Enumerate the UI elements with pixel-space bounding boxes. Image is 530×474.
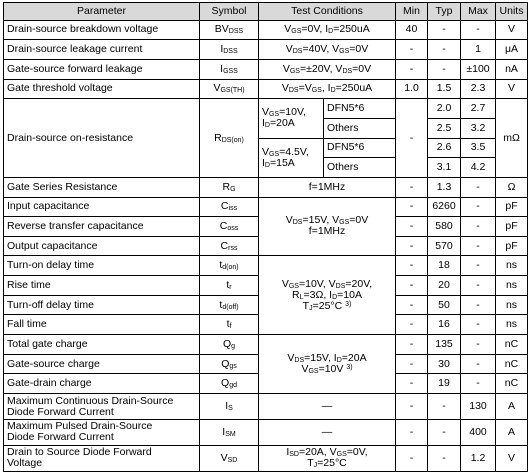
- param-cell: Turn-on delay time: [4, 256, 200, 276]
- symbol-cell: $BV_{DSS}$: [200, 20, 259, 40]
- header-typ: Typ: [428, 3, 461, 21]
- condition-cell: $V_{GS}=10V$, $V_{DS}=20V$, $R_L=3\Omega$, $I_D=10A$ $T_J=25^\circ C$ $^{3)}$: [259, 256, 396, 335]
- typ-cell: 1.5: [428, 79, 461, 99]
- condition-cell: $V_{GS}=4.5V$, $I_D=15A$: [259, 138, 324, 177]
- symbol-cell: $I_{DSS}$: [200, 40, 259, 60]
- condition-cell: $V_{GS}=\pm 20V$, $V_{DS}=0V$: [259, 59, 396, 79]
- symbol-cell: $Q_{gd}$: [200, 374, 259, 394]
- min-cell: -: [396, 40, 428, 60]
- condition-cell: $V_{DS}=V_{GS}$, $I_D=250uA$: [259, 79, 396, 99]
- max-cell: 3.2: [461, 118, 496, 138]
- typ-cell: -: [428, 445, 461, 471]
- param-cell: Fall time: [4, 315, 200, 335]
- param-cell: Maximum Pulsed Drain-Source Diode Forward Current: [4, 419, 200, 445]
- unit-cell: V: [496, 20, 528, 40]
- header-min: Min: [396, 3, 428, 21]
- max-cell: -: [461, 217, 496, 237]
- header-units: Units: [496, 3, 528, 21]
- unit-cell: A: [496, 419, 528, 445]
- symbol-cell: $t_{d(off)}$: [200, 295, 259, 315]
- condition-cell: f=1MHz: [259, 177, 396, 197]
- param-cell: Drain to Source Diode Forward Voltage: [4, 445, 200, 471]
- min-cell: -: [396, 177, 428, 197]
- min-cell: -: [396, 276, 428, 296]
- max-cell: 1: [461, 40, 496, 60]
- header-max: Max: [461, 3, 496, 21]
- typ-cell: 19: [428, 374, 461, 394]
- max-cell: -: [461, 315, 496, 335]
- unit-cell: V: [496, 445, 528, 471]
- unit-cell: ns: [496, 256, 528, 276]
- symbol-cell: $Q_g$: [200, 335, 259, 355]
- unit-cell: nC: [496, 354, 528, 374]
- max-cell: -: [461, 354, 496, 374]
- unit-cell: A: [496, 394, 528, 420]
- min-cell: 1.0: [396, 79, 428, 99]
- symbol-cell: $C_{rss}$: [200, 236, 259, 256]
- unit-cell: ns: [496, 276, 528, 296]
- condition-cell: —: [259, 419, 396, 445]
- min-cell: -: [396, 295, 428, 315]
- header-symbol: Symbol: [200, 3, 259, 21]
- condition-cell: $V_{GS}=0V$, $I_D=250uA$: [259, 20, 396, 40]
- param-cell: Drain-source on-resistance: [4, 99, 200, 178]
- symbol-cell: $R_G$: [200, 177, 259, 197]
- typ-cell: 3.1: [428, 158, 461, 178]
- max-cell: -: [461, 256, 496, 276]
- max-cell: -: [461, 295, 496, 315]
- max-cell: -: [461, 335, 496, 355]
- header-test-conditions: Test Conditions: [259, 3, 396, 21]
- typ-cell: 580: [428, 217, 461, 237]
- typ-cell: -: [428, 394, 461, 420]
- max-cell: 130: [461, 394, 496, 420]
- package-cell: DFN5*6: [324, 99, 396, 119]
- typ-cell: 2.0: [428, 99, 461, 119]
- max-cell: 1.2: [461, 445, 496, 471]
- min-cell: -: [396, 315, 428, 335]
- symbol-cell: $Q_{gs}$: [200, 354, 259, 374]
- min-cell: -: [396, 374, 428, 394]
- max-cell: -: [461, 236, 496, 256]
- min-cell: -: [396, 197, 428, 217]
- param-cell: Maximum Continuous Drain-Source Diode Forward Current: [4, 394, 200, 420]
- max-cell: 2.3: [461, 79, 496, 99]
- typ-cell: 6260: [428, 197, 461, 217]
- typ-cell: 135: [428, 335, 461, 355]
- header-row: [4, 3, 528, 21]
- unit-cell: pF: [496, 197, 528, 217]
- param-cell: Gate-source forward leakage: [4, 59, 200, 79]
- row-vsd: [4, 445, 528, 471]
- typ-cell: 1.3: [428, 177, 461, 197]
- typ-cell: 570: [428, 236, 461, 256]
- max-cell: -: [461, 276, 496, 296]
- param-cell: Gate threshold voltage: [4, 79, 200, 99]
- condition-cell: $V_{GS}=10V$, $I_D=20A$: [259, 99, 324, 138]
- package-cell: DFN5*6: [324, 138, 396, 158]
- row-idss: [4, 40, 528, 60]
- min-cell: -: [396, 354, 428, 374]
- symbol-cell: $I_{SM}$: [200, 419, 259, 445]
- symbol-cell: $V_{GS(TH)}$: [200, 79, 259, 99]
- typ-cell: 18: [428, 256, 461, 276]
- row-bvdss: [4, 20, 528, 40]
- min-cell: 40: [396, 20, 428, 40]
- symbol-cell: $R_{DS(on)}$: [200, 99, 259, 178]
- symbol-cell: $C_{oss}$: [200, 217, 259, 237]
- condition-cell: $V_{DS}=15V$, $I_D=20A$ $V_{GS}=10V$ $^{3)}$: [259, 335, 396, 394]
- condition-cell: $V_{DS}=40V$, $V_{GS}=0V$: [259, 40, 396, 60]
- unit-cell: ns: [496, 295, 528, 315]
- min-cell: -: [396, 335, 428, 355]
- row-ism: [4, 419, 528, 445]
- max-cell: -: [461, 20, 496, 40]
- min-cell: -: [396, 59, 428, 79]
- typ-cell: 50: [428, 295, 461, 315]
- param-cell: Reverse transfer capacitance: [4, 217, 200, 237]
- param-cell: Turn-off delay time: [4, 295, 200, 315]
- min-cell: -: [396, 217, 428, 237]
- symbol-cell: $t_{d(on)}$: [200, 256, 259, 276]
- condition-cell: —: [259, 394, 396, 420]
- max-cell: 2.7: [461, 99, 496, 119]
- unit-cell: nC: [496, 335, 528, 355]
- param-cell: Drain-source breakdown voltage: [4, 20, 200, 40]
- unit-cell: nA: [496, 59, 528, 79]
- max-cell: ±100: [461, 59, 496, 79]
- min-cell: -: [396, 419, 428, 445]
- min-cell: -: [396, 394, 428, 420]
- row-tdon: [4, 256, 528, 276]
- row-vgsth: [4, 79, 528, 99]
- symbol-cell: $I_{GSS}$: [200, 59, 259, 79]
- typ-cell: -: [428, 59, 461, 79]
- typ-cell: -: [428, 20, 461, 40]
- param-cell: Total gate charge: [4, 335, 200, 355]
- symbol-cell: $C_{iss}$: [200, 197, 259, 217]
- unit-cell: pF: [496, 217, 528, 237]
- param-cell: Gate Series Resistance: [4, 177, 200, 197]
- min-cell: -: [396, 445, 428, 471]
- unit-cell: nC: [496, 374, 528, 394]
- symbol-cell: $I_S$: [200, 394, 259, 420]
- typ-cell: 16: [428, 315, 461, 335]
- min-cell: -: [396, 99, 428, 178]
- typ-cell: -: [428, 419, 461, 445]
- typ-cell: 2.5: [428, 118, 461, 138]
- row-igss: [4, 59, 528, 79]
- param-cell: Output capacitance: [4, 236, 200, 256]
- unit-cell: μA: [496, 40, 528, 60]
- typ-cell: -: [428, 40, 461, 60]
- unit-cell: Ω: [496, 177, 528, 197]
- package-cell: Others: [324, 158, 396, 178]
- typ-cell: 2.6: [428, 138, 461, 158]
- max-cell: 4.2: [461, 158, 496, 178]
- max-cell: -: [461, 177, 496, 197]
- unit-cell: ns: [496, 315, 528, 335]
- max-cell: -: [461, 374, 496, 394]
- package-cell: Others: [324, 118, 396, 138]
- min-cell: -: [396, 256, 428, 276]
- row-rds-a1: [4, 99, 528, 119]
- header-parameter: Parameter: [4, 3, 200, 21]
- param-cell: Gate-source charge: [4, 354, 200, 374]
- row-is: [4, 394, 528, 420]
- row-ciss: [4, 197, 528, 217]
- unit-cell: mΩ: [496, 99, 528, 178]
- condition-cell: $I_{SD}=20A$, $V_{GS}=0V$, $T_J=25^\circ C$: [259, 445, 396, 471]
- row-rg: [4, 177, 528, 197]
- symbol-cell: $t_f$: [200, 315, 259, 335]
- max-cell: 3.5: [461, 138, 496, 158]
- param-cell: Drain-source leakage current: [4, 40, 200, 60]
- unit-cell: V: [496, 79, 528, 99]
- param-cell: Input capacitance: [4, 197, 200, 217]
- unit-cell: pF: [496, 236, 528, 256]
- typ-cell: 20: [428, 276, 461, 296]
- symbol-cell: $t_r$: [200, 276, 259, 296]
- max-cell: 400: [461, 419, 496, 445]
- param-cell: Gate-drain charge: [4, 374, 200, 394]
- symbol-cell: $V_{SD}$: [200, 445, 259, 471]
- max-cell: -: [461, 197, 496, 217]
- electrical-characteristics-table: [3, 2, 528, 472]
- typ-cell: 30: [428, 354, 461, 374]
- condition-cell: $V_{DS}=15V$, $V_{GS}=0V$ f=1MHz: [259, 197, 396, 256]
- param-cell: Rise time: [4, 276, 200, 296]
- row-qg: [4, 335, 528, 355]
- min-cell: -: [396, 236, 428, 256]
